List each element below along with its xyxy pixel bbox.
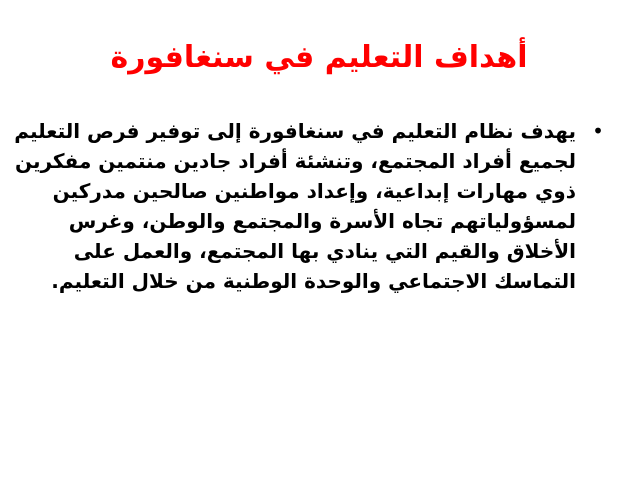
paragraph-line: الأخلاق والقيم التي ينادي بها المجتمع، والعمل على	[73, 239, 576, 263]
paragraph-line: يهدف نظام التعليم في سنغافورة إلى توفير فرص التعليم	[14, 119, 576, 143]
paragraph-line: لمسؤولياتهم تجاه الأسرة والمجتمع والوطن، وغرس	[68, 209, 576, 233]
bullet-marker: •	[592, 119, 604, 143]
paragraph-line: ذوي مهارات إبداعية، وإعداد مواطنين صالحين مدركين	[52, 179, 576, 203]
bullet-paragraph	[14, 116, 576, 296]
paragraph-line: التماسك الاجتماعي والوحدة الوطنية من خلال التعليم.	[51, 269, 576, 293]
paragraph-line: لجميع أفراد المجتمع، وتنشئة أفراد جادين منتمين مفكرين	[14, 149, 576, 173]
slide-title: أهداف التعليم في سنغافورة	[110, 40, 528, 75]
